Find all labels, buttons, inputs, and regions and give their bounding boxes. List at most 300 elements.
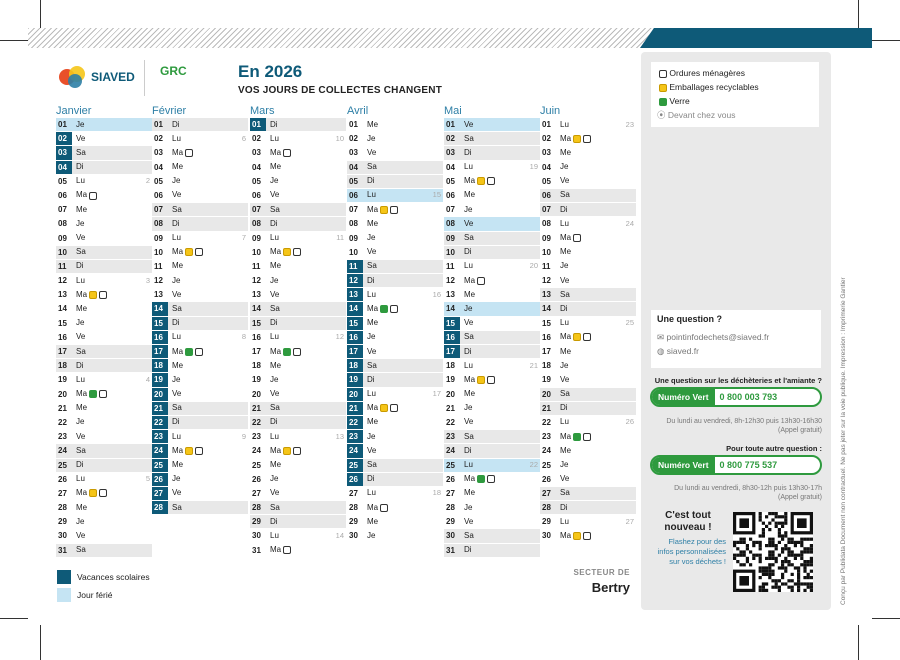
contact2-phone[interactable] xyxy=(650,455,822,475)
day-number: 07 xyxy=(58,205,67,215)
contact2-note: (Appel gratuit) xyxy=(778,494,822,501)
day-row xyxy=(250,118,346,132)
day-name: Sa xyxy=(367,360,377,370)
day-number: 24 xyxy=(542,446,551,456)
day-name: Di xyxy=(270,417,278,427)
glass-green-icon xyxy=(573,433,581,441)
week-number: 18 xyxy=(432,488,441,498)
day-number: 01 xyxy=(250,118,266,131)
day-name: Lu xyxy=(560,119,569,129)
question-web[interactable]: siaved.fr xyxy=(666,346,699,356)
day-name: Je xyxy=(270,275,279,285)
day-name: Je xyxy=(464,403,473,413)
day-name: Lu xyxy=(76,374,85,384)
day-name: Ma xyxy=(560,233,572,242)
week-number: 13 xyxy=(335,431,344,441)
day-name: Sa xyxy=(172,303,182,313)
day-number: 26 xyxy=(347,473,363,486)
sector-block xyxy=(540,568,630,595)
day-row xyxy=(347,345,443,359)
day-row xyxy=(56,544,152,558)
collection-legend xyxy=(651,62,819,127)
day-name: Me xyxy=(464,488,476,498)
day-name: Di xyxy=(464,445,472,455)
day-row xyxy=(347,260,443,274)
month-name: Juin xyxy=(540,105,561,117)
day-name: Je xyxy=(76,516,85,526)
day-name: Di xyxy=(76,162,84,172)
day-row xyxy=(444,288,540,302)
day-row xyxy=(444,203,540,217)
recycle-yellow-icon xyxy=(573,135,581,143)
day-name: Je xyxy=(367,233,376,242)
day-name: Ve xyxy=(367,346,377,356)
month-name: Mars xyxy=(250,105,275,117)
day-number: 04 xyxy=(154,162,163,172)
day-name: Lu xyxy=(270,332,279,342)
day-name: Sa xyxy=(464,332,474,342)
legend-item xyxy=(657,66,813,80)
day-row xyxy=(152,302,248,316)
day-row xyxy=(56,501,152,515)
day-row xyxy=(152,274,248,288)
day-row xyxy=(540,217,636,231)
day-name: Ma xyxy=(76,289,88,299)
location-pin-icon: ⦿ xyxy=(657,110,666,120)
day-number: 14 xyxy=(446,304,455,314)
day-row xyxy=(56,359,152,373)
day-name: Je xyxy=(560,460,569,469)
day-name: Je xyxy=(464,303,473,313)
day-name: Sa xyxy=(76,346,86,356)
day-number: 08 xyxy=(542,219,551,229)
day-number: 23 xyxy=(152,430,168,443)
day-row xyxy=(444,373,540,387)
recycle-yellow-icon xyxy=(283,248,291,256)
day-row xyxy=(250,501,346,515)
day-row xyxy=(250,416,346,430)
day-row xyxy=(250,544,346,558)
day-row xyxy=(250,473,346,487)
day-number: 30 xyxy=(58,531,67,541)
day-number: 10 xyxy=(542,247,551,257)
day-number: 16 xyxy=(152,331,168,344)
day-number: 19 xyxy=(446,375,455,385)
day-number: 06 xyxy=(349,190,358,200)
day-row xyxy=(56,118,152,132)
household-bin-icon xyxy=(293,447,301,455)
day-row xyxy=(540,373,636,387)
crop-mark xyxy=(40,0,41,28)
day-number: 15 xyxy=(444,317,460,330)
day-name: Ve xyxy=(172,389,182,399)
day-row xyxy=(444,246,540,260)
week-number: 10 xyxy=(335,133,344,143)
day-name: Di xyxy=(172,417,180,427)
household-bin-icon xyxy=(195,248,203,256)
day-number: 25 xyxy=(446,460,455,470)
recycle-yellow-icon xyxy=(477,177,485,185)
day-row xyxy=(540,345,636,359)
week-number: 25 xyxy=(625,318,634,328)
recycle-yellow-icon xyxy=(283,447,291,455)
day-name: Di xyxy=(560,303,568,313)
day-name: Di xyxy=(464,147,472,157)
week-number: 9 xyxy=(241,431,246,441)
week-number: 3 xyxy=(145,275,150,285)
day-name: Ve xyxy=(270,389,280,399)
day-number: 29 xyxy=(446,517,455,527)
day-name: Di xyxy=(464,545,472,555)
recycle-yellow-icon xyxy=(659,84,667,92)
day-number: 19 xyxy=(252,375,261,385)
day-number: 02 xyxy=(349,134,358,144)
day-number: 20 xyxy=(152,388,168,401)
day-name: Ve xyxy=(367,247,377,257)
day-number: 14 xyxy=(542,304,551,314)
day-name: Me xyxy=(367,516,379,526)
day-row xyxy=(152,388,248,402)
day-row xyxy=(540,444,636,458)
day-name: Me xyxy=(76,502,88,512)
day-row xyxy=(152,132,248,146)
day-number: 23 xyxy=(347,430,363,443)
day-row xyxy=(347,515,443,529)
day-name: Me xyxy=(172,261,184,271)
day-name: Me xyxy=(560,247,572,257)
contact1-hours-block xyxy=(650,417,822,435)
day-row xyxy=(540,359,636,373)
question-email[interactable]: pointinfodechets@siaved.fr xyxy=(666,332,770,342)
day-name: Je xyxy=(76,119,85,129)
day-number: 21 xyxy=(58,403,67,413)
day-row xyxy=(250,288,346,302)
day-name: Sa xyxy=(367,162,377,172)
day-row xyxy=(347,232,443,246)
day-name: Di xyxy=(367,374,375,384)
contact1-phone[interactable] xyxy=(650,387,822,407)
day-number: 11 xyxy=(154,261,163,271)
day-name: Me xyxy=(76,204,88,214)
day-name: Je xyxy=(560,162,569,172)
legend-ferie-label: Jour férié xyxy=(77,590,113,600)
day-number: 08 xyxy=(58,219,67,229)
day-row xyxy=(152,402,248,416)
day-row xyxy=(540,302,636,316)
day-number: 06 xyxy=(58,190,67,200)
week-number: 7 xyxy=(241,233,246,242)
day-number: 19 xyxy=(58,375,67,385)
day-row xyxy=(347,217,443,231)
promo-text: Flashez pour des infos personnalisées sur vos déchets ! xyxy=(657,537,726,566)
day-number: 07 xyxy=(252,205,261,215)
day-row xyxy=(347,189,443,203)
day-name: Lu xyxy=(464,460,473,469)
day-row xyxy=(56,288,152,302)
day-row xyxy=(347,416,443,430)
day-number: 19 xyxy=(542,375,551,385)
glass-green-icon xyxy=(283,348,291,356)
ferie-swatch xyxy=(57,588,71,602)
day-name: Ve xyxy=(560,176,570,186)
day-number: 30 xyxy=(446,531,455,541)
week-number: 27 xyxy=(625,516,634,526)
day-number: 24 xyxy=(58,446,67,456)
legend-vacances-label: Vacances scolaires xyxy=(77,572,150,582)
day-row xyxy=(250,302,346,316)
day-number: 14 xyxy=(347,302,363,315)
page-subtitle: VOS JOURS DE COLLECTES CHANGENT xyxy=(238,85,442,96)
day-number: 14 xyxy=(252,304,261,314)
day-name: Lu xyxy=(464,360,473,370)
day-number: 01 xyxy=(154,120,163,129)
day-number: 22 xyxy=(252,417,261,427)
day-name: Di xyxy=(560,204,568,214)
day-row xyxy=(250,444,346,458)
day-number: 14 xyxy=(152,302,168,315)
week-number: 19 xyxy=(529,162,538,172)
day-name: Lu xyxy=(270,530,279,540)
week-number: 22 xyxy=(529,460,538,469)
day-name: Ve xyxy=(76,530,86,540)
day-number: 26 xyxy=(58,474,67,484)
day-name: Sa xyxy=(172,204,182,214)
siaved-logo-icon xyxy=(58,64,88,90)
day-row xyxy=(444,444,540,458)
day-row xyxy=(250,402,346,416)
day-number: 05 xyxy=(542,176,551,186)
day-name: Me xyxy=(270,261,282,271)
day-name: Je xyxy=(367,332,376,342)
day-row xyxy=(540,203,636,217)
household-bin-icon xyxy=(487,376,495,384)
day-row xyxy=(347,288,443,302)
day-number: 22 xyxy=(347,416,363,429)
day-name: Je xyxy=(270,374,279,384)
crop-mark xyxy=(872,618,900,619)
day-row xyxy=(540,402,636,416)
legend-item-label: Verre xyxy=(669,96,690,106)
day-row xyxy=(540,132,636,146)
day-name: Lu xyxy=(270,233,279,242)
day-row xyxy=(250,274,346,288)
day-number: 02 xyxy=(154,134,163,144)
day-number: 21 xyxy=(252,403,261,413)
legend-item xyxy=(657,108,813,122)
day-name: Me xyxy=(172,162,184,172)
siaved-logo xyxy=(58,64,135,90)
day-number: 12 xyxy=(347,274,363,287)
week-number: 12 xyxy=(335,332,344,342)
day-row xyxy=(444,388,540,402)
day-name: Sa xyxy=(560,289,570,299)
day-name: Sa xyxy=(172,502,182,512)
day-row xyxy=(347,473,443,487)
household-bin-icon xyxy=(583,532,591,540)
day-number: 12 xyxy=(542,276,551,286)
day-row xyxy=(250,459,346,473)
day-number: 29 xyxy=(252,517,261,527)
day-name: Sa xyxy=(76,445,86,455)
day-number: 17 xyxy=(58,347,67,356)
day-number: 10 xyxy=(252,247,261,257)
day-row xyxy=(444,473,540,487)
day-name: Di xyxy=(270,516,278,526)
day-row xyxy=(444,317,540,331)
day-number: 10 xyxy=(154,247,163,257)
day-number: 01 xyxy=(58,120,67,129)
day-number: 23 xyxy=(58,432,67,442)
day-row xyxy=(56,373,152,387)
day-row xyxy=(152,260,248,274)
day-name: Me xyxy=(464,190,476,200)
day-number: 02 xyxy=(446,134,455,144)
day-row xyxy=(540,416,636,430)
contact2-hours: Du lundi au vendredi, 8h30-12h puis 13h30-17h xyxy=(674,485,822,492)
month-name: Février xyxy=(152,105,187,117)
day-number: 18 xyxy=(252,361,261,371)
week-number: 6 xyxy=(241,133,246,143)
day-name: Lu xyxy=(76,176,85,186)
day-number: 05 xyxy=(154,176,163,186)
day-row xyxy=(152,345,248,359)
day-number: 03 xyxy=(542,148,551,158)
day-number: 27 xyxy=(252,488,261,498)
day-name: Ma xyxy=(464,374,476,384)
day-row xyxy=(56,416,152,430)
day-number: 17 xyxy=(252,347,261,356)
week-number: 20 xyxy=(529,261,538,271)
day-name: Lu xyxy=(270,431,279,441)
vacances-swatch xyxy=(57,570,71,584)
day-number: 01 xyxy=(542,120,551,129)
day-row xyxy=(444,217,540,231)
day-row xyxy=(250,388,346,402)
day-row xyxy=(152,501,248,515)
day-row xyxy=(347,175,443,189)
day-number: 17 xyxy=(347,345,363,358)
day-number: 21 xyxy=(347,402,363,415)
question-email-row xyxy=(657,330,815,344)
day-name: Ma xyxy=(76,190,88,200)
day-name: Sa xyxy=(464,431,474,441)
day-row xyxy=(347,161,443,175)
day-name: Di xyxy=(76,460,84,469)
day-number: 03 xyxy=(446,148,455,158)
day-number: 18 xyxy=(58,361,67,371)
day-row xyxy=(250,161,346,175)
day-name: Me xyxy=(270,162,282,172)
day-row xyxy=(56,487,152,501)
day-name: Lu xyxy=(76,275,85,285)
day-number: 02 xyxy=(252,134,261,144)
day-row xyxy=(540,288,636,302)
day-row xyxy=(444,232,540,246)
day-number: 11 xyxy=(446,261,455,271)
day-number: 10 xyxy=(58,247,67,257)
day-number: 22 xyxy=(58,417,67,427)
day-number: 24 xyxy=(152,444,168,457)
day-row xyxy=(250,146,346,160)
day-row xyxy=(444,331,540,345)
day-row xyxy=(540,473,636,487)
day-row xyxy=(347,246,443,260)
day-name: Ve xyxy=(270,289,280,299)
day-name: Je xyxy=(560,360,569,370)
sector-name: Bertry xyxy=(591,580,630,595)
day-name: Sa xyxy=(76,247,86,257)
day-number: 27 xyxy=(58,488,67,498)
day-name: Di xyxy=(76,261,84,271)
question-box xyxy=(651,310,821,368)
day-row xyxy=(56,146,152,160)
month-column xyxy=(347,104,443,544)
day-name: Je xyxy=(172,374,181,384)
household-bin-icon xyxy=(659,70,667,78)
household-bin-icon xyxy=(99,489,107,497)
day-name: Ve xyxy=(464,119,474,129)
contact1-label: Numéro Vert xyxy=(652,389,715,405)
day-number: 20 xyxy=(446,389,455,399)
day-name: Lu xyxy=(367,488,376,498)
day-name: Sa xyxy=(270,403,280,413)
day-number: 17 xyxy=(444,345,460,358)
day-name: Me xyxy=(367,218,379,228)
day-row xyxy=(444,359,540,373)
day-number: 17 xyxy=(152,345,168,358)
qr-code[interactable] xyxy=(733,512,813,592)
day-row xyxy=(56,444,152,458)
day-name: Me xyxy=(172,460,184,469)
week-number: 5 xyxy=(145,474,150,484)
question-title: Une question ? xyxy=(657,314,722,324)
day-row xyxy=(56,529,152,543)
day-name: Sa xyxy=(367,261,377,271)
day-number: 25 xyxy=(542,460,551,470)
day-number: 20 xyxy=(347,388,363,401)
week-number: 17 xyxy=(432,389,441,399)
day-number: 27 xyxy=(542,488,551,498)
day-row xyxy=(250,529,346,543)
legend-item-label: Emballages recyclables xyxy=(669,82,759,92)
day-number: 31 xyxy=(58,545,67,555)
day-name: Lu xyxy=(367,289,376,299)
day-row xyxy=(56,473,152,487)
day-row xyxy=(152,217,248,231)
day-name: Me xyxy=(464,289,476,299)
day-name: Ma xyxy=(367,303,379,313)
day-row xyxy=(444,515,540,529)
day-name: Ma xyxy=(270,545,282,555)
day-name: Di xyxy=(464,247,472,257)
day-number: 11 xyxy=(252,261,261,271)
week-number: 11 xyxy=(336,233,344,242)
day-row xyxy=(250,345,346,359)
sector-label: SECTEUR DE xyxy=(573,568,630,577)
household-bin-icon xyxy=(185,149,193,157)
day-number: 16 xyxy=(347,331,363,344)
day-number: 12 xyxy=(252,276,261,286)
day-name: Ma xyxy=(172,445,184,455)
day-name: Ma xyxy=(172,147,184,157)
legend-item-label: Ordures ménagères xyxy=(669,68,745,78)
day-row xyxy=(250,217,346,231)
day-row xyxy=(347,132,443,146)
day-name: Di xyxy=(367,176,375,186)
day-name: Ma xyxy=(172,346,184,356)
household-bin-icon xyxy=(583,333,591,341)
day-number: 25 xyxy=(252,460,261,470)
